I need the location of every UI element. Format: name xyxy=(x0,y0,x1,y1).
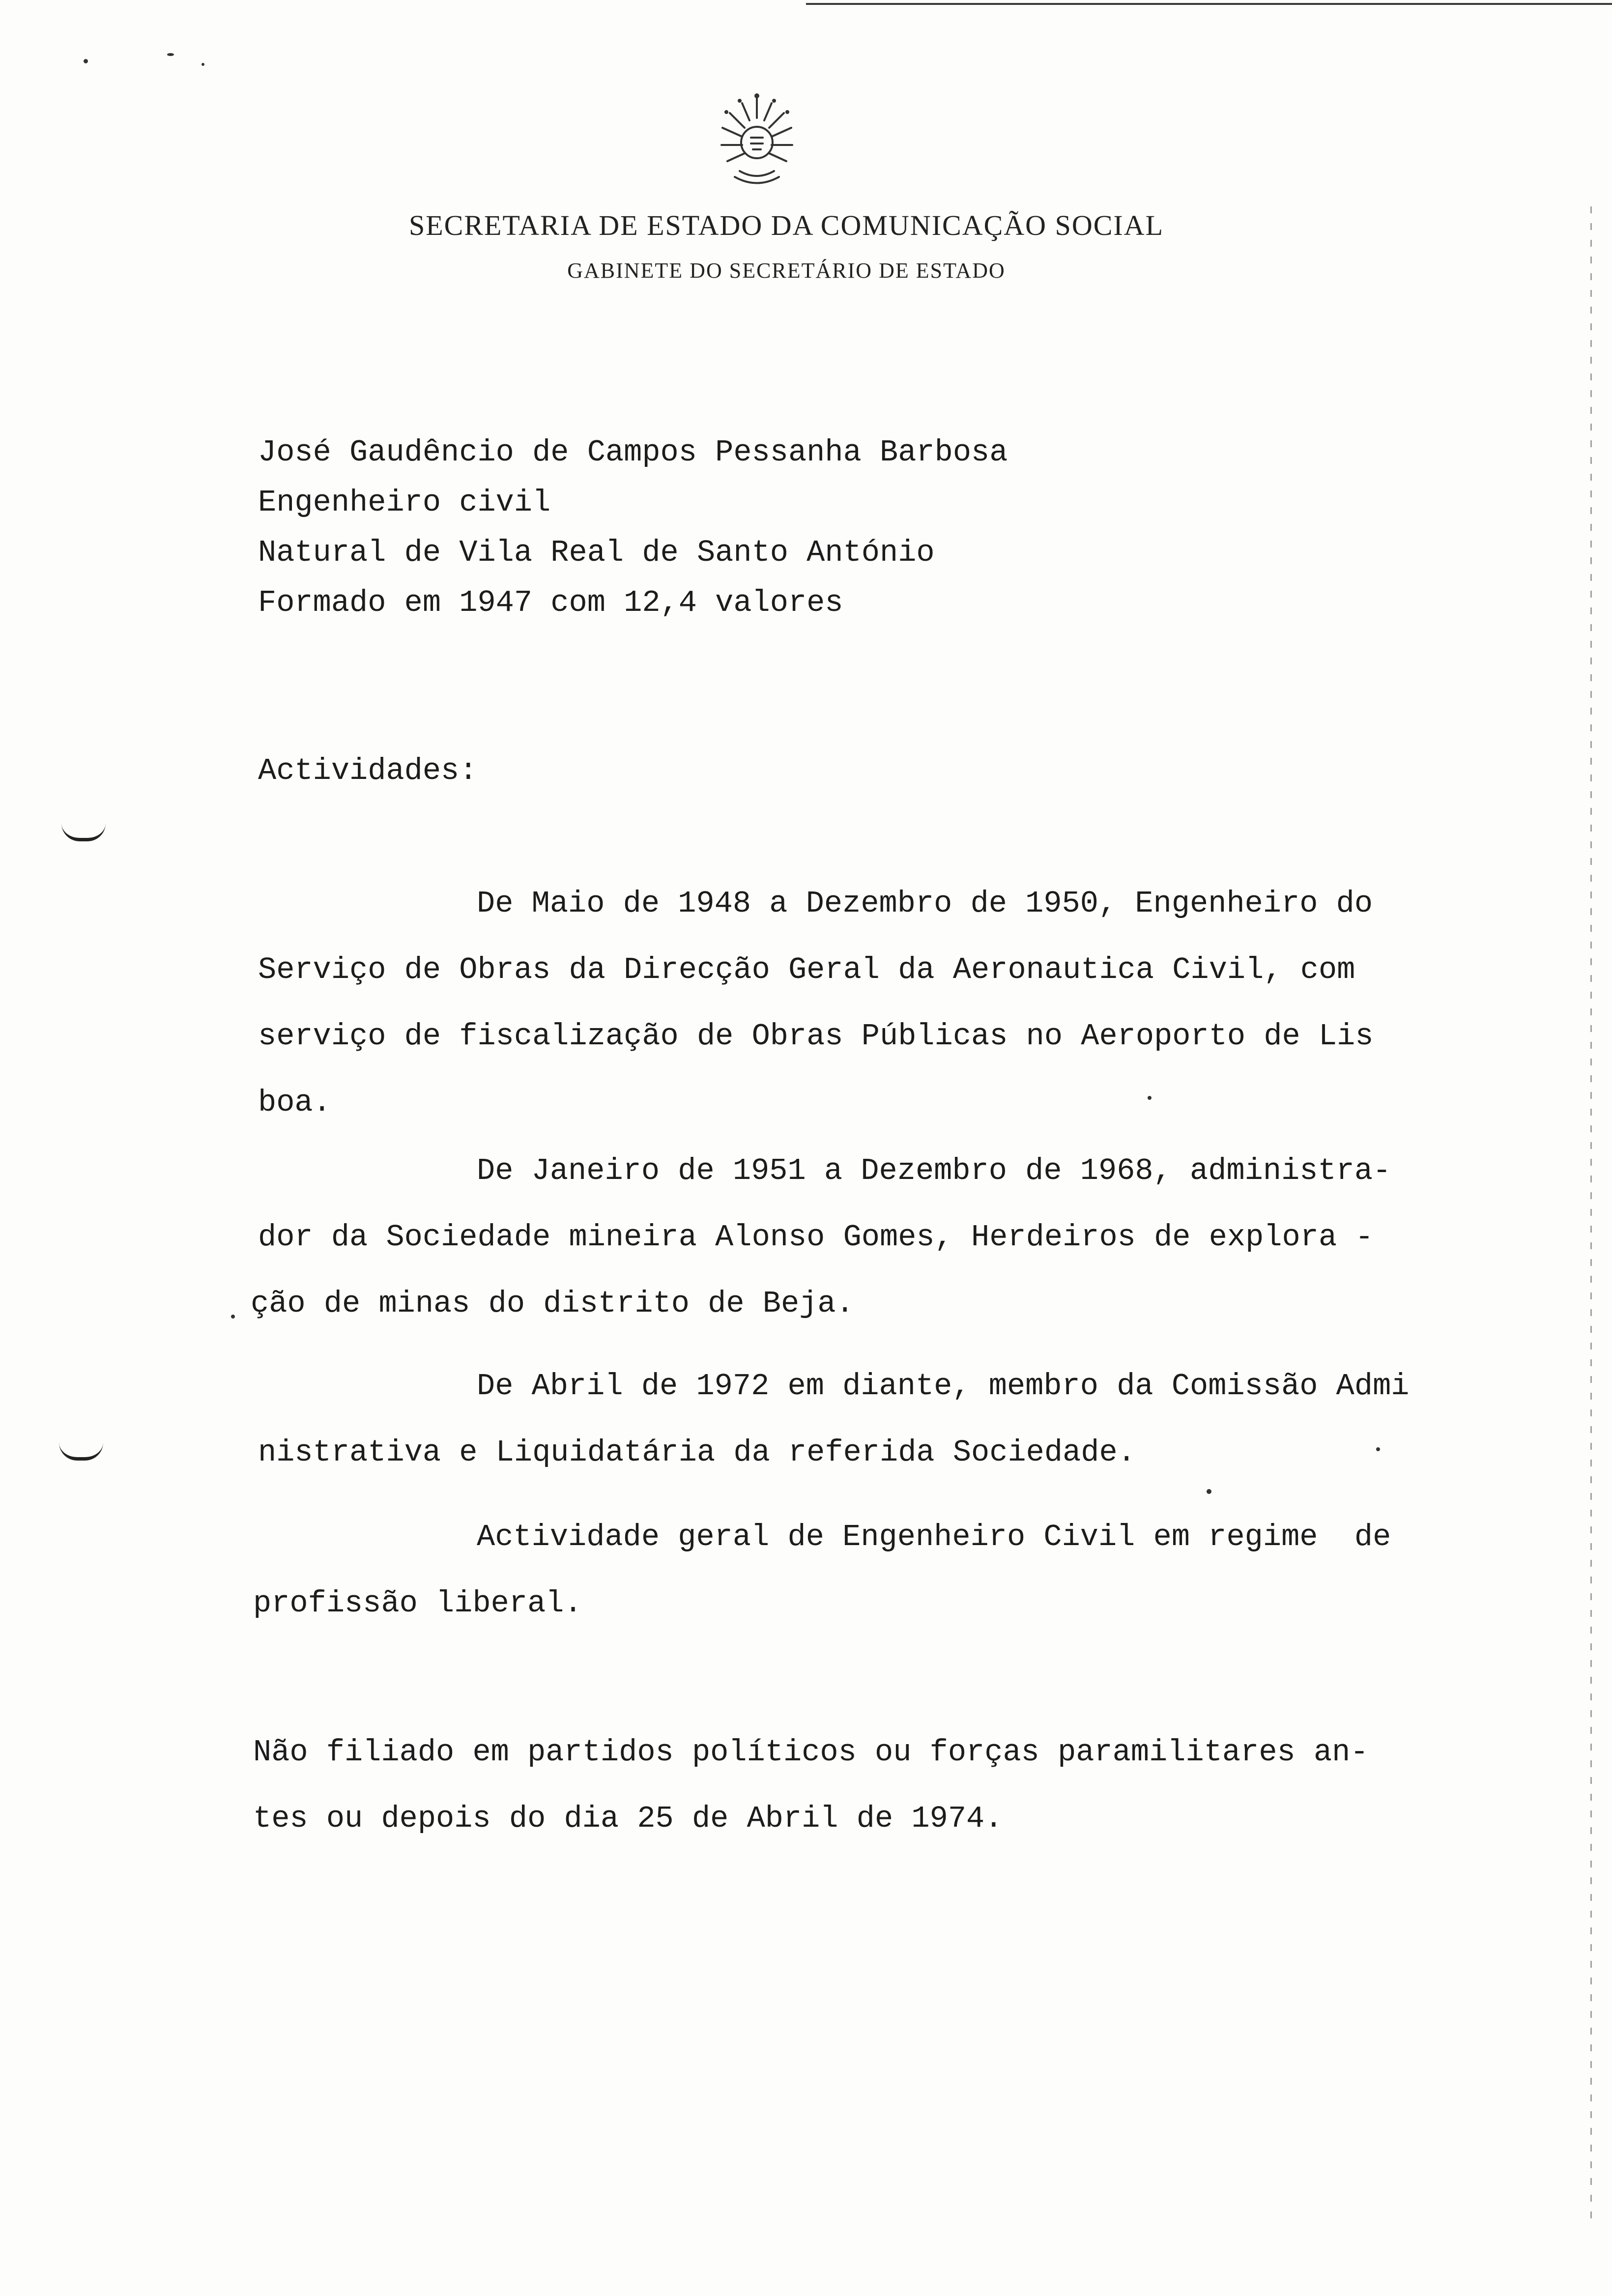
origin: Natural de Vila Real de Santo António xyxy=(258,535,935,570)
text-line: boa. xyxy=(258,1085,331,1120)
text-line: tes ou depois do dia 25 de Abril de 1974. xyxy=(253,1801,1003,1836)
scan-speck xyxy=(202,63,204,66)
text-line: nistrativa e Liquidatária da referida Sociedade. xyxy=(258,1435,1136,1470)
scan-right-edge xyxy=(1590,206,1592,2221)
text-line: De Maio de 1948 a Dezembro de 1950, Engenheiro do xyxy=(477,886,1373,921)
profession: Engenheiro civil xyxy=(258,485,551,520)
text-line: ção de minas do distrito de Beja. xyxy=(251,1286,854,1321)
scan-edge-line xyxy=(806,3,1612,5)
text-line: dor da Sociedade mineira Alonso Gomes, Herdeiros de explora - xyxy=(258,1220,1374,1255)
text-line: Não filiado em partidos políticos ou forças paramilitares an- xyxy=(253,1735,1369,1770)
graduation: Formado em 1947 com 12,4 valores xyxy=(258,585,843,620)
scan-speck xyxy=(1376,1447,1380,1451)
text-line: Actividade geral de Engenheiro Civil em regime de xyxy=(477,1520,1391,1554)
scan-speck xyxy=(1207,1489,1211,1494)
scan-speck xyxy=(1148,1096,1151,1100)
punch-hole-mark xyxy=(61,823,106,841)
punch-hole-mark xyxy=(59,1442,103,1461)
text-line: De Abril de 1972 em diante, membro da Comissão Admi xyxy=(477,1369,1410,1404)
text-line: profissão liberal. xyxy=(253,1586,582,1621)
scan-speck xyxy=(84,59,88,63)
text-line: serviço de fiscalização de Obras Públicas no Aeroporto de Lis xyxy=(258,1019,1374,1054)
text-line: Serviço de Obras da Direcção Geral da Aeronautica Civil, com xyxy=(258,952,1355,987)
text-line: De Janeiro de 1951 a Dezembro de 1968, administra- xyxy=(477,1153,1391,1188)
header-title: SECRETARIA DE ESTADO DA COMUNICAÇÃO SOCIAL xyxy=(408,209,1164,241)
scan-speck xyxy=(231,1315,235,1319)
person-name: José Gaudêncio de Campos Pessanha Barbosa xyxy=(258,435,1008,470)
header-subtitle: GABINETE DO SECRETÁRIO DE ESTADO xyxy=(567,258,1006,283)
scan-speck xyxy=(167,53,174,56)
activities-heading: Actividades: xyxy=(258,753,478,788)
coat-of-arms-icon xyxy=(693,84,821,197)
